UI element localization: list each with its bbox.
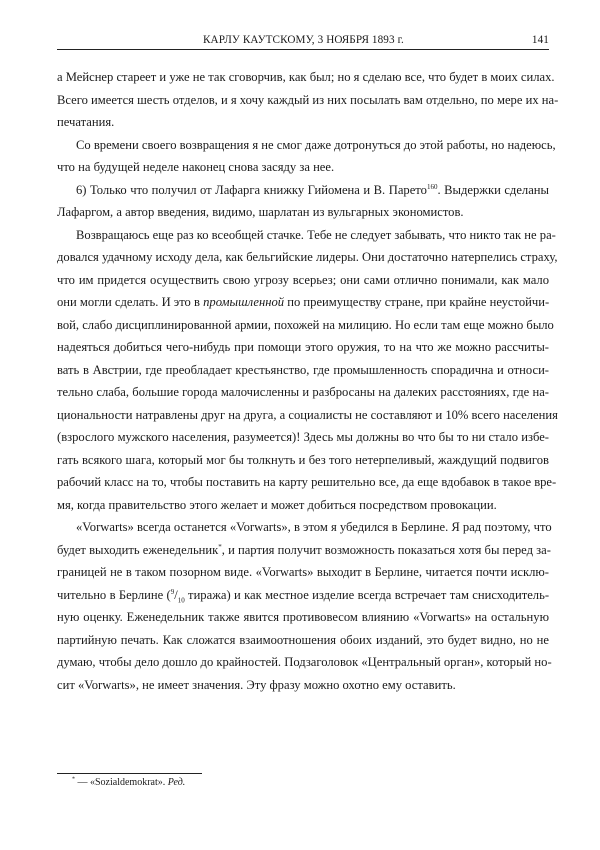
header-rule	[57, 49, 549, 50]
text-run: тиража) и как местное изделие всегда встречает там снисходитель-	[184, 587, 550, 602]
text-run: , и партия получит возможность показаться хотя бы перед за-	[221, 542, 551, 557]
fraction-numerator: 9	[170, 587, 175, 596]
footnote	[72, 777, 185, 788]
footnote-editor: Ред.	[167, 777, 186, 788]
paragraph-2	[57, 134, 556, 179]
text-line: вать в Австрии, где преобладает крестьянство, где промышленность спорадична и относи-	[57, 362, 549, 377]
text-line: Возвращаюсь еще раз ко всеобщей стачке. Тебе не следует забывать, что никто так не ра-	[76, 227, 556, 242]
text-line: думаю, чтобы дело дошло до крайностей. Подзаголовок «Центральный орган», который но-	[57, 655, 552, 669]
text-run: будет выходить еженедельник	[57, 542, 219, 557]
main-text	[57, 66, 559, 696]
text-line: довался удачному исходу дела, как бельгийские лидеры. Они достаточно натерпелись страху,	[57, 250, 558, 264]
text-line: ную оценку. Еженедельник также явится противовесом влиянию «Vorwarts» на остальную	[57, 610, 549, 624]
running-title: КАРЛУ КАУТСКОМУ, 3 НОЯБРЯ 1893 г.	[203, 34, 404, 46]
text-line: границей не в таком позорном виде. «Vorwarts» выходит в Берлине, читается почти исклю-	[57, 565, 549, 579]
text-line: рабочий класс на то, чтобы поставить на карту решительно все, да еще вдобавок в такое вре-	[57, 475, 557, 489]
footnote-text: — «Sozialdemokrat».	[75, 777, 168, 788]
text-line: что на будущей неделе наконец снова засяду за нее.	[57, 160, 335, 174]
text-line: Всего имеется шесть отделов, и я хочу каждый из них посылать вам отдельно, по мере их на-	[57, 92, 559, 107]
fraction	[170, 587, 185, 605]
paragraph-5	[57, 516, 552, 696]
text-run: . Выдержки сделаны	[437, 182, 549, 197]
text-line: циональности натравлены друг на друга, а социалисты не составляют и 10% всего населения	[57, 407, 558, 422]
footnote-mark: *	[72, 776, 75, 783]
text-line	[57, 179, 549, 202]
text-line: вой, слабо дисциплинированной армии, похожей на милицию. Но если там еще можно было	[57, 317, 554, 332]
text-line: партийную печать. Как сложатся взаимоотношения обоих изданий, это будет видно, но не	[57, 632, 549, 647]
text-line: «Vorwarts» всегда останется «Vorwarts», в этом я убедился в Берлине. Я рад поэтому, что	[76, 520, 552, 534]
fraction-slash: /	[174, 587, 178, 602]
text-run: 6) Только что получил от Лафарга книжку Гийомена и В. Парето	[76, 182, 427, 197]
page-number: 141	[531, 34, 549, 46]
text-line: (взрослого мужского населения, разумеется)! Здесь мы должны во что бы то ни стало избе-	[57, 430, 549, 444]
emphasis: промышленной	[203, 295, 285, 309]
text-line: гать всякого шага, который мог бы толкнуть и без того нетерпеливый, жаждущий подвигов	[57, 452, 549, 467]
paragraph-3	[57, 179, 549, 224]
paragraph-1	[57, 66, 559, 134]
text-run: чительно в Берлине (	[57, 587, 171, 602]
text-line	[57, 584, 549, 607]
endnote-reference: 160	[426, 182, 438, 191]
footnote-rule	[57, 773, 202, 774]
text-line: печатания.	[57, 115, 115, 129]
text-line: тельно слаба, большие города малочисленны и разбросаны на далеких расстояниях, где на-	[57, 385, 549, 399]
text-run: по преимуществу стране, при крайне неустойчи-	[284, 295, 550, 309]
text-run: они могли сделать. И это в	[57, 295, 204, 309]
text-line	[57, 291, 549, 314]
text-line: а Мейснер стареет и уже не так сговорчив, как был; но я сделаю все, что будет в моих силах.	[57, 70, 555, 84]
text-line: Со времени своего возвращения я не смог даже дотронуться до этой работы, но надеюсь,	[76, 137, 556, 152]
fraction-denominator: 10	[177, 596, 185, 605]
text-line: надеяться добиться чего-нибудь при помощи этого оружия, то на что же можно рассчиты-	[57, 340, 549, 354]
text-line: Лафаргом, а автор введения, видимо, шарлатан из вульгарных экономистов.	[57, 205, 464, 219]
text-line: что им придется осуществить свою угрозу всерьез; они сами отлично понимали, как мало	[57, 272, 549, 287]
text-line: мя, когда правительство этого желает и может добиться посредством провокации.	[57, 497, 497, 512]
text-line	[57, 539, 549, 562]
running-header	[57, 34, 549, 50]
paragraph-4	[57, 224, 558, 517]
text-line: сит «Vorwarts», не имеет значения. Эту фразу можно охотно ему оставить.	[57, 677, 456, 692]
footnote-mark: *	[218, 542, 222, 551]
